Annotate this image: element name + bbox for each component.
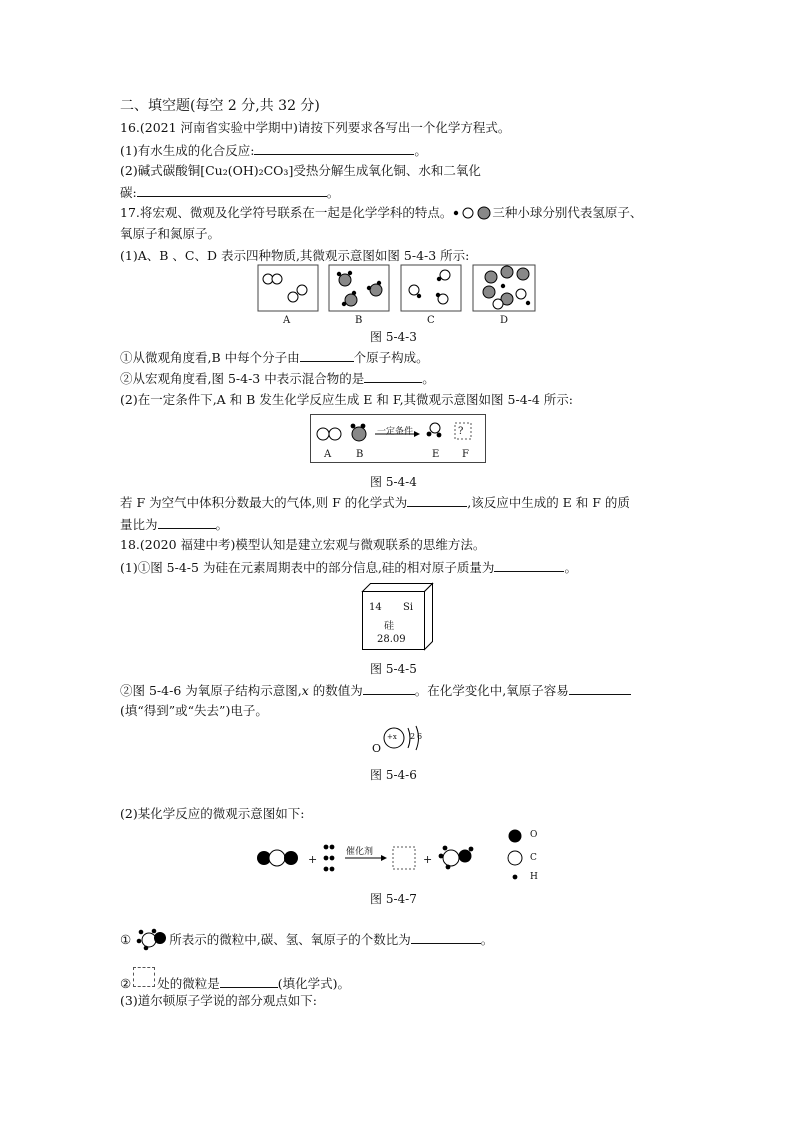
atomic-number: 14 [369,602,382,613]
variable-x: x [301,683,309,698]
answer-blank[interactable] [569,682,631,695]
q18-stem: 18.(2020 福建中考)模型认知是建立宏观与微观联系的思维方法。 [120,537,486,552]
q17-item1 [120,349,429,366]
box-label-d: D [500,315,509,326]
item-number: ① [120,932,132,947]
q18-part1 [120,559,577,576]
q18-part4: (3)道尔顿原子学说的部分观点如下: [120,993,317,1008]
punct: 。 [564,560,577,575]
q18-part2-text: 的数值为 [308,683,363,698]
atom-symbol: O [372,742,382,755]
box-label-a: A [283,315,291,326]
atomic-mass: 28.09 [377,634,406,645]
q17-line3 [120,494,630,511]
q17-part2: (2)在一定条件下,A 和 B 发生化学反应生成 E 和 F,其微观示意图如图 5-4-4 所示: [120,392,574,407]
figure-caption: 图 5-4-6 [370,768,417,782]
punct: 。 [414,143,427,158]
punct: 。 [422,371,435,386]
fig2-label-a: A [324,449,332,460]
q18-part3: (2)某化学反应的微观示意图如下: [120,806,305,821]
q17-line3-tail: ,该反应中生成的 E 和 F 的质 [467,495,630,510]
q17-item1-tail: 个原子构成。 [353,350,429,365]
q16-part2b-text: 碳: [120,185,137,200]
answer-blank[interactable] [220,975,278,988]
figure-caption: 图 5-4-3 [370,330,417,344]
three-balls-legend-icon [452,206,492,220]
answer-blank[interactable] [363,682,415,695]
q17-item2 [120,370,435,387]
q18-item2-tail: (填化学式)。 [277,976,350,991]
fig2-label-f: F [462,449,469,460]
answer-blank[interactable] [158,516,216,529]
answer-blank[interactable] [254,142,414,155]
unknown-mark: ? [458,426,464,437]
answer-blank[interactable] [137,184,327,197]
q17-line4-text: 量比为 [120,517,158,532]
legend-label-o: O [530,830,538,840]
q18-item2-text: 处的微粒是 [157,976,220,991]
answer-blank[interactable] [364,370,422,383]
q16-part2b [120,184,339,201]
answer-blank[interactable] [494,559,564,572]
q17-stem-a: 17.将宏观、微观及化学符号联系在一起是化学学科的特点。 [120,205,453,220]
q17-line4 [120,516,228,533]
q17-stem [120,205,642,221]
figure-caption: 图 5-4-7 [370,892,417,906]
q17-stem-c: 氧原子和氮原子。 [120,226,221,241]
legend-label-h: H [530,872,538,882]
figure-5-4-7 [255,826,555,886]
box-label-b: B [355,315,363,326]
nucleus-charge: +x [387,733,397,741]
q18-item2 [120,967,350,992]
q18-part1-text: (1)①图 5-4-5 为硅在元素周期表中的部分信息,硅的相对原子质量为 [120,560,495,575]
condition-label: 一定条件 [377,427,414,437]
q17-item1-text: ①从微观角度看,B 中每个分子由 [120,350,300,365]
q16-part1 [120,142,427,159]
q18-part2-tail: (填“得到”或“失去”)电子。 [120,703,268,718]
punct: 。 [480,932,494,947]
figure-caption: 图 5-4-4 [370,475,417,489]
fig2-label-b: B [356,449,364,460]
element-name: 硅 [384,621,394,632]
answer-blank[interactable] [407,494,467,507]
shell-electrons-1: 2 [410,732,416,741]
punct: 。 [215,517,229,532]
shell-electrons-2: 6 [417,732,423,741]
q16-part2a: (2)碱式碳酸铜[Cu₂(OH)₂CO₃]受热分解生成氧化铜、水和二氧化 [120,163,481,178]
plus-sign: + [423,853,433,866]
q18-part2 [120,682,631,699]
punct: 。 [326,185,340,200]
answer-blank[interactable] [300,349,354,362]
q17-item2-text: ②从宏观角度看,图 5-4-3 中表示混合物的是 [120,371,365,386]
element-symbol: Si [403,602,414,613]
catalyst-label: 催化剂 [346,847,374,857]
fig2-label-e: E [432,449,440,460]
legend-label-c: C [530,853,537,863]
item-number: ② [120,976,132,991]
answer-blank[interactable] [411,931,481,944]
q16-part1-text: (1)有水生成的化合反应: [120,143,255,158]
q16-stem: 16.(2021 河南省实验中学期中)请按下列要求各写出一个化学方程式。 [120,120,511,135]
methanol-molecule-icon [133,928,167,950]
q17-line3-text: 若 F 为空气中体积分数最大的气体,则 F 的化学式为 [120,495,408,510]
q18-part2-text: ②图 5-4-6 为氧原子结构示意图, [120,683,302,698]
section-title: 二、填空题(每空 2 分,共 32 分) [120,98,320,114]
figure-caption: 图 5-4-5 [370,662,417,676]
box-label-c: C [427,315,435,326]
q18-item1-text: 所表示的微粒中,碳、氢、氧原子的个数比为 [169,932,411,947]
plus-sign: + [308,853,318,866]
dashed-box-icon [133,967,155,987]
q17-part1: (1)A、B 、C、D 表示四种物质,其微观示意图如图 5-4-3 所示: [120,248,470,263]
q18-item1 [120,928,493,950]
q17-stem-b: 三种小球分别代表氢原子、 [492,205,643,220]
q18-part2-text: 。在化学变化中,氧原子容易 [414,683,569,698]
